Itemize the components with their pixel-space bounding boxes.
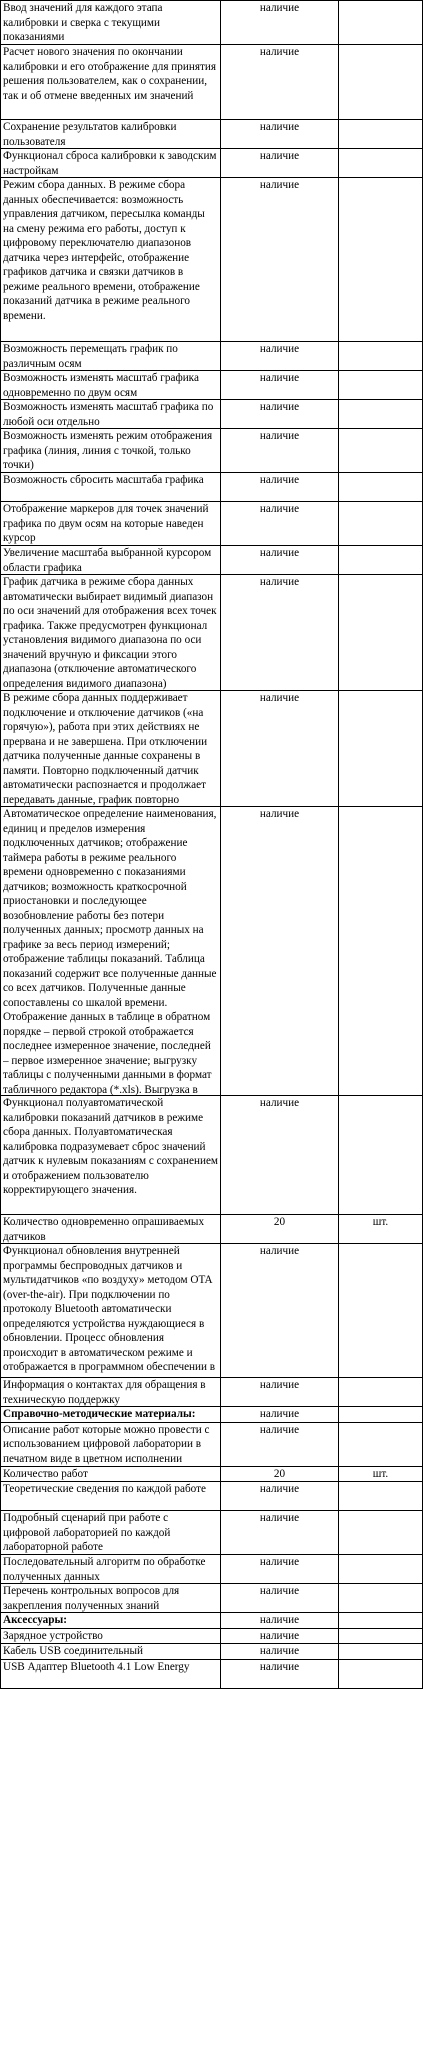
table-row — [1, 691, 423, 807]
row-description-text: График датчика в режиме сбора данных автоматически выбирает видимый диапазон по оси значений для отображения всех точек графика. Также предусмотрен функционал установления видимого диапазона по оси значений вручную и фиксации этого диапазона (отключение автоматического определения видимого диапазона) — [3, 576, 217, 690]
table-row — [1, 120, 423, 149]
row-unit — [339, 1482, 423, 1511]
table-row — [1, 1, 423, 45]
row-value: наличие — [221, 120, 339, 149]
row-description-text: Количество работ — [3, 1467, 88, 1480]
row-value: наличие — [221, 45, 339, 120]
row-value: наличие — [221, 342, 339, 371]
row-description — [1, 502, 221, 546]
table-row — [1, 1628, 423, 1644]
row-description-text: Возможность перемещать график по различным осям — [3, 343, 178, 370]
row-description-text: Возможность изменять масштаб графика по любой оси отдельно — [3, 401, 214, 428]
row-description — [1, 1422, 221, 1466]
row-value: наличие — [221, 473, 339, 502]
row-unit — [339, 149, 423, 178]
row-description — [1, 575, 221, 691]
row-unit — [339, 1584, 423, 1613]
row-description-text: Справочно-методические материалы: — [3, 1408, 196, 1420]
table-row — [1, 45, 423, 120]
table-row — [1, 371, 423, 400]
row-description — [1, 149, 221, 178]
row-unit — [339, 691, 423, 807]
table-row — [1, 1407, 423, 1423]
row-value: наличие — [221, 1555, 339, 1584]
row-description-text: USB Адаптер Bluetooth 4.1 Low Energy — [3, 1660, 190, 1673]
row-description-text: Последовательный алгоритм по обработке полученных данных — [3, 1556, 206, 1583]
row-unit — [339, 120, 423, 149]
row-description-text: В режиме сбора данных поддерживает подключение и отключение датчиков («на горячую»), работа при этих действиях не прервана и не завершена. При отключении датчика полученные данные сохранены в памяти. Повторно подключенный датчик автоматически распознается и продолжает передавать данные, график повторно — [3, 692, 208, 806]
row-value: наличие — [221, 502, 339, 546]
table-row — [1, 1613, 423, 1629]
row-description-text: Подробный сценарий при работе с цифровой лабораторией по каждой лабораторной работе — [3, 1512, 171, 1553]
row-value: наличие — [221, 1644, 339, 1660]
row-unit: шт. — [339, 1215, 423, 1244]
row-description-text: Информация о контактах для обращения в техническую поддержку — [3, 1379, 206, 1406]
row-description — [1, 1584, 221, 1613]
row-unit — [339, 371, 423, 400]
row-description — [1, 1628, 221, 1644]
table-row — [1, 342, 423, 371]
row-description — [1, 1555, 221, 1584]
row-description-text: Теоретические сведения по каждой работе — [3, 1483, 206, 1495]
row-description — [1, 473, 221, 502]
row-description-text: Количество одновременно опрашиваемых датчиков — [3, 1216, 205, 1243]
row-description — [1, 1378, 221, 1407]
row-description-text: Расчет нового значения по окончании калибровки и его отображение для принятия решения пользователем, как о сохранении, так и об отмене введенных им значений — [3, 46, 216, 102]
row-description-text: Автоматическое определение наименования, единиц и пределов измерения подключенных датчиков; отображение таймера работы в режиме реального времени одновременно с показаниями датчиков; возможность краткосрочной приостановки и последующее возобновление работы без потери полученных данных; просмотр данных на графике за весь период измерений; отображение таблицы показаний. Таблица показаний содержит все полученные данные со всех датчиков. Полученные данные сопоставлены со шкалой времени. Отображение данных в таблице в обратном порядке – первой строкой отображается последнее измеренное значение, последней – первое измеренное значение; выгрузку таблицы с полученными данными в формат табличного редактора (*.xls). Выгрузка в — [3, 808, 217, 1095]
row-value: наличие — [221, 1482, 339, 1511]
table-row — [1, 546, 423, 575]
row-unit — [339, 1511, 423, 1555]
row-unit — [339, 342, 423, 371]
row-description — [1, 400, 221, 429]
row-description — [1, 1, 221, 45]
row-description-text: Режим сбора данных. В режиме сбора данных обеспечивается: возможность управления датчиком, пересылка команды на смену режима его работы, доступ к цифровому переключателю диапазонов датчика через интерфейс, отображение графиков датчика и связки датчиков в режиме реального времени, отображение показаний датчика в режиме реального времени. — [3, 179, 205, 322]
row-description-text: Аксессуары: — [3, 1614, 67, 1626]
row-unit — [339, 502, 423, 546]
row-description-text: Перечень контрольных вопросов для закрепления полученных знаний — [3, 1585, 180, 1612]
row-unit: шт. — [339, 1466, 423, 1482]
row-description — [1, 120, 221, 149]
table-row — [1, 473, 423, 502]
table-row — [1, 502, 423, 546]
spec-table-body — [1, 1, 423, 1689]
table-row — [1, 1215, 423, 1244]
row-description — [1, 1244, 221, 1378]
row-value: наличие — [221, 1, 339, 45]
table-row — [1, 149, 423, 178]
row-value: наличие — [221, 1659, 339, 1688]
row-description — [1, 1215, 221, 1244]
table-row — [1, 1378, 423, 1407]
row-value: наличие — [221, 1244, 339, 1378]
row-unit — [339, 1555, 423, 1584]
table-row — [1, 178, 423, 342]
row-unit — [339, 1096, 423, 1215]
row-unit — [339, 400, 423, 429]
table-row — [1, 807, 423, 1096]
row-description — [1, 1644, 221, 1660]
row-description — [1, 1511, 221, 1555]
row-value: наличие — [221, 1407, 339, 1423]
row-unit — [339, 1, 423, 45]
row-description-text: Функционал полуавтоматической калибровки показаний датчиков в режиме сбора данных. Полуавтоматическая калибровка подразумевает сброс значений датчик к нулевым показаниям с сохранением и отображением пользователю корректирующего значения. — [3, 1097, 218, 1196]
row-description-text: Возможность изменять режим отображения графика (линия, линия с точкой, только точки) — [3, 430, 213, 471]
row-description-text: Отображение маркеров для точек значений графика по двум осям на которые наведен курсор — [3, 503, 209, 544]
row-description-text: Ввод значений для каждого этапа калибровки и сверка с текущими показаниями — [3, 2, 163, 43]
row-description — [1, 546, 221, 575]
row-description — [1, 1613, 221, 1629]
row-value: наличие — [221, 149, 339, 178]
row-unit — [339, 575, 423, 691]
table-row — [1, 1659, 423, 1688]
row-description — [1, 342, 221, 371]
table-row — [1, 1555, 423, 1584]
row-unit — [339, 1407, 423, 1423]
row-description-text: Сохранение результатов калибровки пользователя — [3, 121, 177, 148]
table-row — [1, 1244, 423, 1378]
row-description — [1, 1482, 221, 1511]
row-value: наличие — [221, 1613, 339, 1629]
row-description — [1, 371, 221, 400]
row-unit — [339, 1422, 423, 1466]
table-row — [1, 1482, 423, 1511]
row-unit — [339, 1644, 423, 1660]
row-description-text: Функционал обновления внутренней программы беспроводных датчиков и мультидатчиков «по воздуху» методом OTA (over-the-air). При подключении по протоколу Bluetooth автоматически определяются устройства нуждающиеся в обновлении. Процесс обновления происходит в автоматическом режиме и отображается в программном обеспечении в — [3, 1245, 216, 1373]
row-description — [1, 807, 221, 1096]
row-description — [1, 1659, 221, 1688]
table-row — [1, 1466, 423, 1482]
row-unit — [339, 1244, 423, 1378]
row-description — [1, 1407, 221, 1423]
row-value: наличие — [221, 575, 339, 691]
row-value: наличие — [221, 691, 339, 807]
row-description-text: Возможность изменять масштаб графика одновременно по двум осям — [3, 372, 199, 399]
table-row — [1, 429, 423, 473]
row-description — [1, 45, 221, 120]
row-unit — [339, 178, 423, 342]
row-unit — [339, 1659, 423, 1688]
row-description-text: Возможность сбросить масштаба графика — [3, 474, 204, 486]
row-unit — [339, 473, 423, 502]
row-description-text: Увеличение масштаба выбранной курсором области графика — [3, 547, 212, 574]
table-row — [1, 1511, 423, 1555]
row-description-text: Описание работ которые можно провести с использованием цифровой лаборатории в печатном виде в цветном исполнении — [3, 1423, 210, 1465]
row-unit — [339, 1613, 423, 1629]
row-description — [1, 691, 221, 807]
row-description — [1, 429, 221, 473]
row-unit — [339, 1378, 423, 1407]
table-row — [1, 1644, 423, 1660]
row-value: наличие — [221, 1096, 339, 1215]
row-value: наличие — [221, 1628, 339, 1644]
row-value: наличие — [221, 1422, 339, 1466]
row-value: наличие — [221, 371, 339, 400]
row-unit — [339, 1628, 423, 1644]
row-description-text: Функционал сброса калибровки к заводским настройкам — [3, 150, 217, 177]
row-description — [1, 1096, 221, 1215]
table-row — [1, 400, 423, 429]
row-value: наличие — [221, 546, 339, 575]
row-value: наличие — [221, 400, 339, 429]
row-unit — [339, 45, 423, 120]
table-row — [1, 575, 423, 691]
table-row — [1, 1096, 423, 1215]
row-value: 20 — [221, 1215, 339, 1244]
table-row — [1, 1422, 423, 1466]
row-description — [1, 178, 221, 342]
row-unit — [339, 429, 423, 473]
row-value: наличие — [221, 807, 339, 1096]
table-row — [1, 1584, 423, 1613]
row-value: наличие — [221, 429, 339, 473]
row-value: наличие — [221, 1378, 339, 1407]
row-description — [1, 1466, 221, 1482]
row-unit — [339, 546, 423, 575]
row-value: наличие — [221, 178, 339, 342]
row-value: 20 — [221, 1466, 339, 1482]
row-description-text: Кабель USB соединительный — [3, 1645, 144, 1657]
row-description-text: Зарядное устройство — [3, 1629, 103, 1642]
row-value: наличие — [221, 1584, 339, 1613]
row-value: наличие — [221, 1511, 339, 1555]
row-unit — [339, 807, 423, 1096]
